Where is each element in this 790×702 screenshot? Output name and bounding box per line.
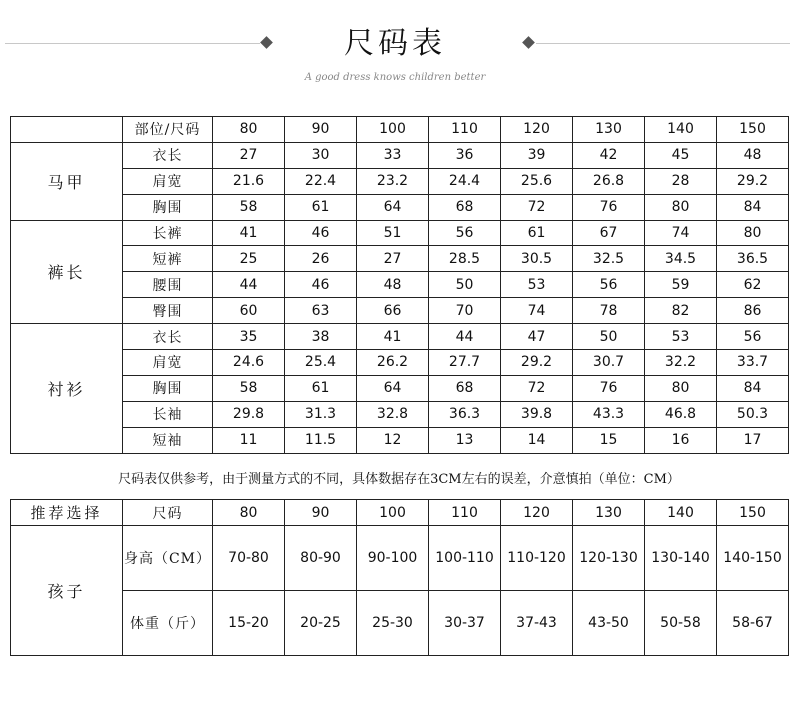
- size-header-cell: 140: [645, 500, 717, 526]
- value-cell: 28.5: [429, 246, 501, 272]
- height-row: [11, 526, 789, 591]
- value-cell: 74: [501, 298, 573, 324]
- value-cell: 50: [573, 324, 645, 350]
- value-cell: 38: [285, 324, 357, 350]
- size-header-cell: 120: [501, 500, 573, 526]
- value-cell: 31.3: [285, 401, 357, 427]
- value-cell: 53: [501, 272, 573, 298]
- value-cell: 48: [717, 142, 789, 168]
- size-header-cell: 90: [285, 500, 357, 526]
- value-cell: 28: [645, 168, 717, 194]
- size-row: [11, 324, 789, 350]
- size-header-cell: 80: [213, 117, 285, 143]
- value-cell: 50-58: [645, 591, 717, 656]
- value-cell: 16: [645, 427, 717, 453]
- group-label: 马甲: [11, 142, 123, 220]
- value-cell: 41: [213, 220, 285, 246]
- row-label: 臀围: [123, 298, 213, 324]
- value-cell: 12: [357, 427, 429, 453]
- value-cell: 74: [645, 220, 717, 246]
- value-cell: 84: [717, 375, 789, 401]
- value-cell: 36: [429, 142, 501, 168]
- value-cell: 23.2: [357, 168, 429, 194]
- value-cell: 30: [285, 142, 357, 168]
- value-cell: 29.8: [213, 401, 285, 427]
- value-cell: 51: [357, 220, 429, 246]
- row-label: 长裤: [123, 220, 213, 246]
- row-label: 胸围: [123, 375, 213, 401]
- value-cell: 82: [645, 298, 717, 324]
- size-header-cell: 110: [429, 117, 501, 143]
- recommend-header-row: [11, 500, 789, 526]
- recommend-size-label: 尺码: [123, 500, 213, 526]
- value-cell: 45: [645, 142, 717, 168]
- size-row: [11, 427, 789, 453]
- group-label: 衬衫: [11, 324, 123, 453]
- value-cell: 29.2: [501, 350, 573, 376]
- value-cell: 41: [357, 324, 429, 350]
- size-header-cell: 120: [501, 117, 573, 143]
- value-cell: 47: [501, 324, 573, 350]
- value-cell: 68: [429, 375, 501, 401]
- value-cell: 120-130: [573, 526, 645, 591]
- row-label: 衣长: [123, 324, 213, 350]
- value-cell: 61: [285, 375, 357, 401]
- weight-row: [11, 591, 789, 656]
- value-cell: 78: [573, 298, 645, 324]
- value-cell: 63: [285, 298, 357, 324]
- value-cell: 15-20: [213, 591, 285, 656]
- value-cell: 76: [573, 194, 645, 220]
- row-label: 肩宽: [123, 350, 213, 376]
- value-cell: 25: [213, 246, 285, 272]
- group-label-child: 孩子: [11, 526, 123, 656]
- row-label: 长袖: [123, 401, 213, 427]
- size-header-cell: 80: [213, 500, 285, 526]
- value-cell: 86: [717, 298, 789, 324]
- value-cell: 27: [357, 246, 429, 272]
- value-cell: 80: [717, 220, 789, 246]
- value-cell: 44: [429, 324, 501, 350]
- value-cell: 72: [501, 375, 573, 401]
- value-cell: 80-90: [285, 526, 357, 591]
- recommend-table: [10, 499, 789, 656]
- size-row: [11, 142, 789, 168]
- recommend-header-label: 推荐选择: [11, 500, 123, 526]
- page-title: 尺码表: [344, 26, 446, 61]
- value-cell: 56: [573, 272, 645, 298]
- value-cell: 13: [429, 427, 501, 453]
- size-header-cell: 130: [573, 500, 645, 526]
- value-cell: 30-37: [429, 591, 501, 656]
- value-cell: 80: [645, 375, 717, 401]
- value-cell: 58: [213, 375, 285, 401]
- value-cell: 46: [285, 220, 357, 246]
- value-cell: 46: [285, 272, 357, 298]
- value-cell: 39: [501, 142, 573, 168]
- value-cell: 33.7: [717, 350, 789, 376]
- page-subtitle: A good dress knows children better: [304, 72, 486, 83]
- corner-cell: [11, 117, 123, 143]
- size-header-cell: 90: [285, 117, 357, 143]
- size-row: [11, 298, 789, 324]
- value-cell: 62: [717, 272, 789, 298]
- value-cell: 21.6: [213, 168, 285, 194]
- value-cell: 67: [573, 220, 645, 246]
- row-label: 短袖: [123, 427, 213, 453]
- value-cell: 70-80: [213, 526, 285, 591]
- value-cell: 36.5: [717, 246, 789, 272]
- value-cell: 27: [213, 142, 285, 168]
- value-cell: 25.6: [501, 168, 573, 194]
- disclaimer-note: 尺码表仅供参考，由于测量方式的不同，具体数据存在3CM左右的误差，介意慎拍（单位：CM）: [118, 472, 680, 487]
- value-cell: 20-25: [285, 591, 357, 656]
- size-row: [11, 194, 789, 220]
- value-cell: 58: [213, 194, 285, 220]
- value-cell: 30.5: [501, 246, 573, 272]
- size-row: [11, 401, 789, 427]
- value-cell: 11.5: [285, 427, 357, 453]
- value-cell: 60: [213, 298, 285, 324]
- value-cell: 30.7: [573, 350, 645, 376]
- right-divider-line: [536, 43, 790, 44]
- value-cell: 44: [213, 272, 285, 298]
- row-label: 衣长: [123, 142, 213, 168]
- value-cell: 61: [285, 194, 357, 220]
- value-cell: 100-110: [429, 526, 501, 591]
- value-cell: 17: [717, 427, 789, 453]
- value-cell: 64: [357, 375, 429, 401]
- row-label: 身高（CM）: [123, 526, 213, 591]
- value-cell: 72: [501, 194, 573, 220]
- value-cell: 26: [285, 246, 357, 272]
- value-cell: 34.5: [645, 246, 717, 272]
- value-cell: 42: [573, 142, 645, 168]
- value-cell: 61: [501, 220, 573, 246]
- value-cell: 36.3: [429, 401, 501, 427]
- value-cell: 11: [213, 427, 285, 453]
- value-cell: 50: [429, 272, 501, 298]
- value-cell: 32.8: [357, 401, 429, 427]
- value-cell: 50.3: [717, 401, 789, 427]
- value-cell: 46.8: [645, 401, 717, 427]
- value-cell: 56: [717, 324, 789, 350]
- value-cell: 130-140: [645, 526, 717, 591]
- value-cell: 140-150: [717, 526, 789, 591]
- group-label: 裤长: [11, 220, 123, 324]
- value-cell: 110-120: [501, 526, 573, 591]
- size-table: [10, 116, 789, 454]
- size-row: [11, 375, 789, 401]
- value-cell: 37-43: [501, 591, 573, 656]
- size-row: [11, 246, 789, 272]
- size-row: [11, 350, 789, 376]
- row-label: 体重（斤）: [123, 591, 213, 656]
- row-label: 胸围: [123, 194, 213, 220]
- value-cell: 22.4: [285, 168, 357, 194]
- value-cell: 84: [717, 194, 789, 220]
- row-label: 肩宽: [123, 168, 213, 194]
- size-header-cell: 150: [717, 117, 789, 143]
- value-cell: 43.3: [573, 401, 645, 427]
- value-cell: 32.5: [573, 246, 645, 272]
- value-cell: 43-50: [573, 591, 645, 656]
- value-cell: 90-100: [357, 526, 429, 591]
- size-row: [11, 220, 789, 246]
- value-cell: 35: [213, 324, 285, 350]
- value-cell: 33: [357, 142, 429, 168]
- size-row: [11, 272, 789, 298]
- value-cell: 66: [357, 298, 429, 324]
- value-cell: 26.2: [357, 350, 429, 376]
- size-header-cell: 150: [717, 500, 789, 526]
- value-cell: 24.4: [429, 168, 501, 194]
- value-cell: 56: [429, 220, 501, 246]
- value-cell: 59: [645, 272, 717, 298]
- value-cell: 39.8: [501, 401, 573, 427]
- size-header-cell: 130: [573, 117, 645, 143]
- value-cell: 14: [501, 427, 573, 453]
- value-cell: 80: [645, 194, 717, 220]
- size-header-cell: 100: [357, 117, 429, 143]
- value-cell: 27.7: [429, 350, 501, 376]
- value-cell: 25.4: [285, 350, 357, 376]
- value-cell: 25-30: [357, 591, 429, 656]
- header-label: 部位/尺码: [123, 117, 213, 143]
- row-label: 腰围: [123, 272, 213, 298]
- value-cell: 24.6: [213, 350, 285, 376]
- row-label: 短裤: [123, 246, 213, 272]
- value-cell: 64: [357, 194, 429, 220]
- value-cell: 76: [573, 375, 645, 401]
- value-cell: 48: [357, 272, 429, 298]
- value-cell: 29.2: [717, 168, 789, 194]
- size-header-cell: 140: [645, 117, 717, 143]
- value-cell: 70: [429, 298, 501, 324]
- value-cell: 58-67: [717, 591, 789, 656]
- value-cell: 32.2: [645, 350, 717, 376]
- value-cell: 26.8: [573, 168, 645, 194]
- value-cell: 53: [645, 324, 717, 350]
- value-cell: 68: [429, 194, 501, 220]
- size-header-row: [11, 117, 789, 143]
- size-header-cell: 100: [357, 500, 429, 526]
- size-row: [11, 168, 789, 194]
- header: [0, 0, 790, 110]
- value-cell: 15: [573, 427, 645, 453]
- size-header-cell: 110: [429, 500, 501, 526]
